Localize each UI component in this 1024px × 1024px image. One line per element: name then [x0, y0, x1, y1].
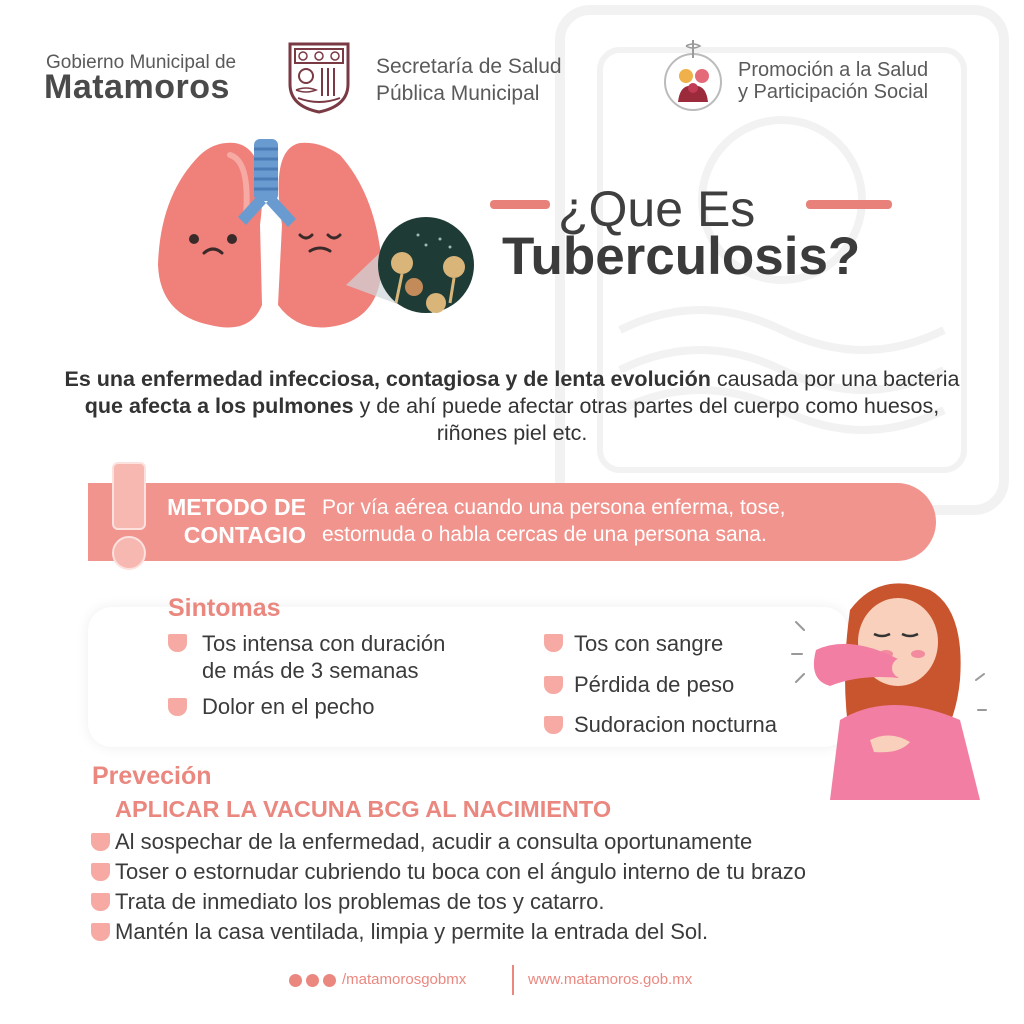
prevention-item: Trata de inmediato los problemas de tos y catarro. — [115, 889, 605, 914]
symptom-bullet-icon — [544, 634, 563, 652]
prevention-title: Preveción — [92, 762, 212, 790]
prevention-item: Toser o estornudar cubriendo tu boca con el ángulo interno de tu brazo — [115, 859, 807, 884]
intro-bold-3: que afecta a los pulmones — [84, 394, 354, 418]
lungs-illustration-icon — [150, 135, 490, 340]
prevention-bullet-icon — [91, 833, 110, 851]
prevention-item: Mantén la casa ventilada, limpia y permite la entrada del Sol. — [115, 919, 709, 944]
intro-paragraph — [60, 366, 964, 447]
secretaria-label-line2: Pública Municipal — [376, 82, 540, 105]
city-name: Matamoros — [44, 68, 230, 106]
prevention-subtitle: APLICAR LA VACUNA BCG AL NACIMIENTO — [115, 796, 612, 822]
intro-text-4: y de ahí puede afectar otras partes del cuerpo como huesos, riñones piel etc. — [353, 394, 940, 445]
prevention-bullet-icon — [91, 923, 110, 941]
prevention-bullet-icon — [91, 893, 110, 911]
facebook-icon[interactable] — [289, 974, 302, 987]
symptoms-title: Sintomas — [168, 594, 281, 622]
social-handle-link[interactable]: /matamorosgobmx — [342, 971, 467, 988]
prevention-item: Al sospechar de la enfermedad, acudir a consulta oportunamente — [115, 829, 753, 854]
intro-text-2: causada por una bacteria — [710, 367, 960, 391]
contagion-title-line2: CONTAGIO — [183, 522, 306, 548]
instagram-icon[interactable] — [306, 974, 319, 987]
symptom-item: Tos con sangre — [574, 631, 724, 656]
symptom-item: Pérdida de peso — [574, 672, 735, 697]
symptom-item — [202, 630, 445, 684]
website-link[interactable]: www.matamoros.gob.mx — [528, 971, 693, 988]
contagion-text-line1: Por vía aérea cuando una persona enferma, tose, — [322, 496, 786, 519]
prevention-bullet-icon — [91, 863, 110, 881]
symptom-bullet-icon — [544, 676, 563, 694]
title-decoration-left — [490, 200, 550, 209]
symptom-item: Dolor en el pecho — [202, 694, 375, 719]
page-title-line1: ¿Que Es — [558, 181, 756, 237]
page-title-line2: Tuberculosis? — [502, 227, 861, 286]
symptom-item: Sudoracion nocturna — [574, 712, 778, 737]
contagion-title-line1: METODO DE — [167, 494, 306, 520]
twitter-icon[interactable] — [323, 974, 336, 987]
footer-divider — [512, 965, 514, 995]
symptom-bullet-icon — [544, 716, 563, 734]
health-promotion-logo-icon — [662, 36, 724, 116]
symptom-item-line2: de más de 3 semanas — [202, 658, 419, 683]
promocion-label-line1: Promoción a la Salud — [738, 59, 929, 81]
government-label: Gobierno Municipal de — [46, 52, 237, 73]
secretaria-label-line1: Secretaría de Salud — [376, 55, 562, 78]
symptom-bullet-icon — [168, 634, 187, 652]
symptom-item-line1: Tos intensa con duración — [202, 631, 446, 656]
contagion-title — [138, 493, 306, 549]
coughing-woman-illustration-icon — [790, 570, 990, 810]
symptom-bullet-icon — [168, 698, 187, 716]
intro-bold-1: Es una enfermedad infecciosa, contagiosa y de lenta evolución — [64, 367, 711, 391]
contagion-text-line2: estornuda o habla cercas de una persona sana. — [322, 523, 767, 546]
promocion-label-line2: y Participación Social — [738, 81, 929, 103]
municipal-seal-icon — [286, 40, 352, 114]
contagion-text — [322, 494, 785, 548]
title-decoration-right — [806, 200, 892, 209]
